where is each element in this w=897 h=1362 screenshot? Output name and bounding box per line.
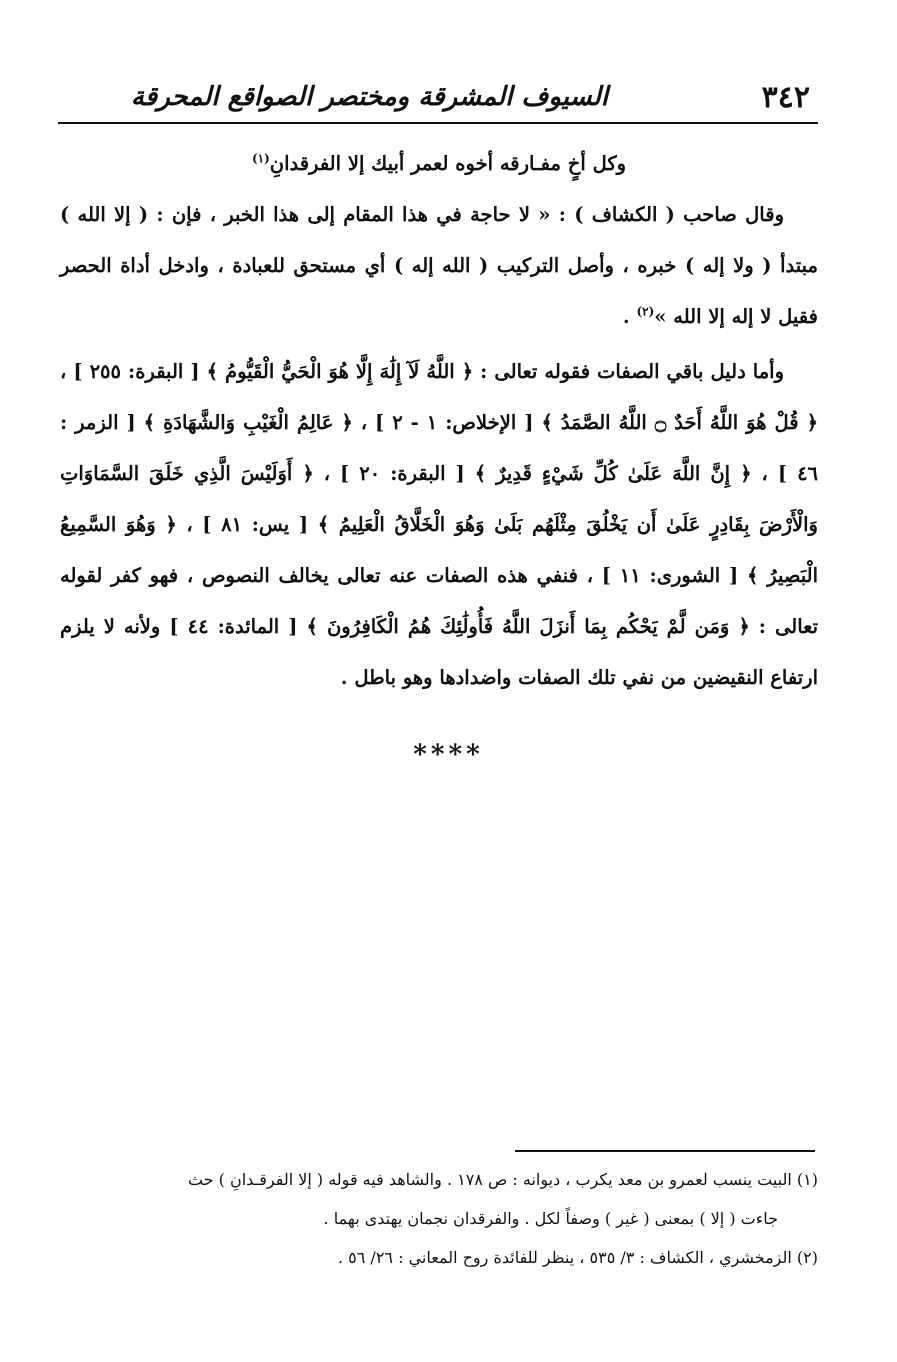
running-title: السيوف المشرقة ومختصر الصواقع المحرقة: [130, 82, 608, 112]
footnotes: [58, 1160, 818, 1277]
footnote-ref-2: (٢): [636, 304, 655, 319]
paragraph-kashshaf-text: وقال صاحب ( الكشاف ) : « لا حاجة في هذا المقام إلى هذا الخبر ، فإن : ( إلا الله ) مبتدأ ( ولا إله ) خبره ، وأصل التركيب ( الله إله ) أي مستحق للعبادة ، وادخل أداة الحصر فقيل لا إله إلا الله »: [60, 203, 818, 328]
poetry-verse: [60, 138, 818, 189]
footnote-rule: [515, 1150, 815, 1152]
footnote-1-line-2: جاءت ( إلا ) بمعنى ( غير ) وصفاً لكل . والفرقدان نجمان يهتدى بهما .: [323, 1209, 778, 1228]
page-header: [58, 70, 818, 124]
paragraph-attributes-text: وأما دليل باقي الصفات فقوله تعالى : ﴿ اللَّهُ لَآ إِلَٰهَ إِلَّا هُوَ الْحَيُّ الْقَيُّومُ ﴾ [ البقرة: ٢٥٥ ] ، ﴿ قُلْ هُوَ اللَّهُ أَحَدٌ ۝ اللَّهُ الصَّمَدُ ﴾ [ الإخلاص: ١ - ٢ ] ، ﴿ عَالِمُ الْغَيْبِ وَالشَّهَادَةِ ﴾ [ الزمر : ٤٦ ] ، ﴿ إِنَّ اللَّهَ عَلَىٰ كُلِّ شَيْءٍ قَدِيرٌ ﴾ [ البقرة: ٢٠ ] ، ﴿ أَوَلَيْسَ الَّذِي خَلَقَ السَّمَاوَاتِ وَالْأَرْضَ بِقَادِرٍ عَلَىٰ أَن يَخْلُقَ مِثْلَهُم بَلَىٰ وَهُوَ الْخَلَّاقُ الْعَلِيمُ ﴾ [ يس: ٨١ ] ، ﴿ وَهُوَ السَّمِيعُ الْبَصِيرُ ﴾ [ الشورى: ١١ ] ، فنفي هذه الصفات عنه تعالى يخالف النصوص ، فهو كفر لقوله تعالى : ﴿ وَمَن لَّمْ يَحْكُم بِمَا أَنزَلَ اللَّهُ فَأُولَٰئِكَ هُمُ الْكَافِرُونَ ﴾ [ المائدة: ٤٤ ] ولأنه لا يلزم ارتفاع النقيضين من نفي تلك الصفات واضدادها وهو باطل .: [60, 360, 819, 689]
paragraph-attributes: [60, 346, 818, 703]
paragraph-kashshaf-end: .: [622, 305, 637, 328]
page-number: ٣٤٢: [761, 80, 810, 115]
verse-text: وكل أخٍ مفـارقه أخوه لعمر أبيك إلا الفرقدانِ: [269, 152, 627, 175]
footnote-1-line-1: (١) البيت ينسب لعمرو بن معد يكرب ، ديوانه : ص ١٧٨ . والشاهد فيه قوله ( إلا الفرقـدانِ ) حث: [187, 1170, 818, 1189]
paragraph-kashshaf: [60, 189, 818, 342]
main-text: [60, 138, 818, 703]
footnote-2: (٢) الزمخشري ، الكشاف : ٣/ ٥٣٥ ، ينظر للفائدة روح المعاني : ٢٦/ ٥٦ .: [337, 1248, 818, 1267]
footnote-ref-1: (١): [251, 151, 270, 166]
section-separator: ****: [413, 740, 484, 770]
